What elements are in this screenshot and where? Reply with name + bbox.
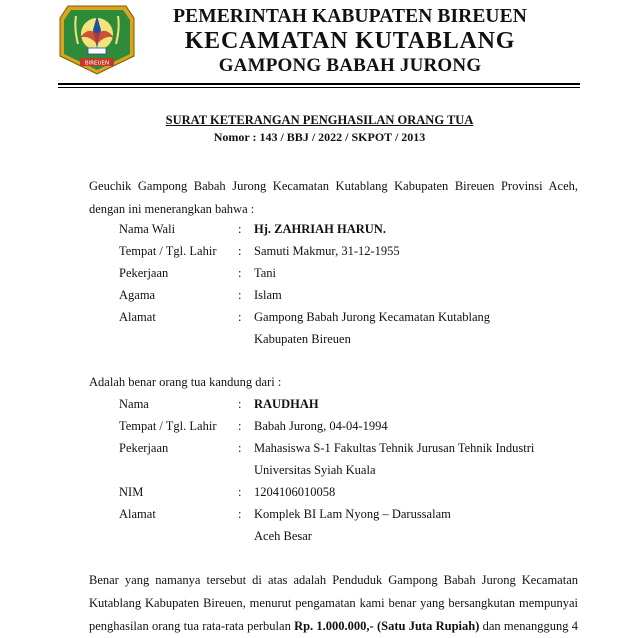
field-colon: :	[238, 441, 242, 455]
letter-number: Nomor : 143 / BBJ / 2022 / SKPOT / 2013	[213, 130, 426, 144]
field-value: Gampong Babah Jurong Kecamatan Kutablang	[254, 310, 491, 324]
income-amount: Rp. 1.000.000,- (Satu Juta Rupiah)	[294, 619, 480, 633]
field-colon: :	[238, 397, 242, 411]
field-colon: :	[238, 288, 242, 302]
closing-line: Benar yang namanya tersebut di atas adalah Penduduk Gampong Babah Jurong Kecamatan	[89, 573, 578, 587]
field-label: Tempat / Tgl. Lahir	[119, 244, 217, 258]
field-value: Aceh Besar	[254, 529, 312, 543]
child-intro: Adalah benar orang tua kandung dari :	[89, 375, 282, 389]
bireuen-regency-logo-icon	[58, 4, 136, 76]
closing-text: dan menanggung 4	[479, 619, 578, 633]
field-value: Babah Jurong, 04-04-1994	[254, 419, 388, 433]
intro-line: dengan ini menerangkan bahwa :	[89, 202, 255, 216]
field-colon: :	[238, 244, 242, 258]
field-value: 1204106010058	[254, 485, 336, 499]
closing-line	[89, 615, 578, 638]
field-colon: :	[238, 485, 242, 499]
header-divider-thin	[58, 87, 580, 88]
field-label: Tempat / Tgl. Lahir	[119, 419, 217, 433]
closing-line: Kutablang Kabupaten Bireuen, menurut pengamatan kami benar yang bersangkutan mempunyai	[89, 596, 578, 610]
field-label: Pekerjaan	[119, 441, 169, 455]
field-colon: :	[238, 507, 242, 521]
field-value: Universitas Syiah Kuala	[254, 463, 376, 477]
field-colon: :	[238, 419, 242, 433]
field-label: Alamat	[119, 507, 156, 521]
field-colon: :	[238, 266, 242, 280]
field-value: Komplek BI Lam Nyong – Darussalam	[254, 507, 451, 521]
field-label: Alamat	[119, 310, 156, 324]
field-value: RAUDHAH	[254, 397, 319, 411]
field-value: Hj. ZAHRIAH HARUN.	[254, 222, 386, 236]
field-label: NIM	[119, 485, 144, 499]
field-label: Pekerjaan	[119, 266, 169, 280]
letter-title: SURAT KETERANGAN PENGHASILAN ORANG TUA	[165, 113, 474, 127]
logo-ribbon-text: BIREUEN	[84, 60, 110, 67]
field-colon: :	[238, 310, 242, 324]
field-colon: :	[238, 222, 242, 236]
field-value: Mahasiswa S-1 Fakultas Tehnik Jurusan Tehnik Industri	[254, 441, 535, 455]
header-government: PEMERINTAH KABUPATEN BIREUEN	[173, 6, 527, 27]
field-value: Kabupaten Bireuen	[254, 332, 351, 346]
closing-paragraph	[89, 569, 578, 638]
header-village: GAMPONG BABAH JURONG	[218, 55, 482, 76]
field-value: Samuti Makmur, 31-12-1955	[254, 244, 400, 258]
field-value: Islam	[254, 288, 282, 302]
header-subdistrict: KECAMATAN KUTABLANG	[184, 28, 516, 54]
intro-paragraph	[89, 175, 578, 221]
field-label: Nama Wali	[119, 222, 176, 236]
closing-text: penghasilan orang tua rata-rata perbulan	[89, 619, 295, 633]
header-divider-thick	[58, 83, 580, 85]
field-value: Tani	[254, 266, 277, 280]
intro-line: Geuchik Gampong Babah Jurong Kecamatan Kutablang Kabupaten Bireuen Provinsi Aceh,	[89, 179, 578, 193]
field-label: Nama	[119, 397, 149, 411]
field-label: Agama	[119, 288, 156, 302]
